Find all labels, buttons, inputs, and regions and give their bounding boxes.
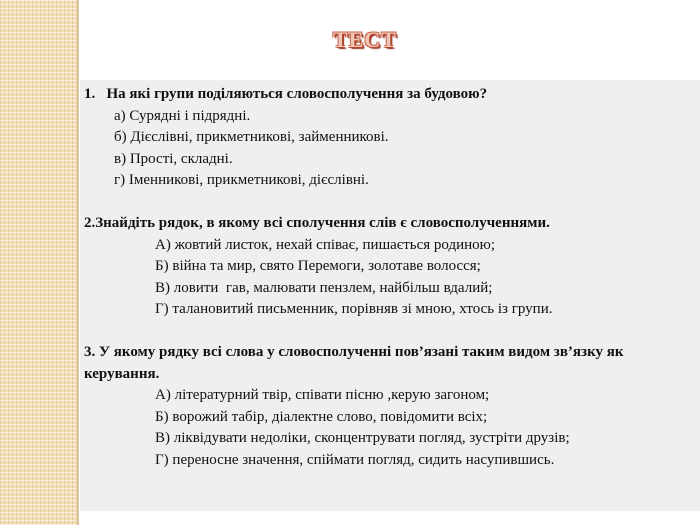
question-3-option-b: Б) ворожий табір, діалектне слово, повідомити всіх; [155,408,488,425]
question-3-heading: 3. У якому рядку всі слова у словосполученні пов’язані таким видом зв’язку як керування. [84,344,624,382]
question-2-option-a: А) жовтий листок, нехай співає, пишається родиною; [155,236,496,253]
question-3-option-d: Г) переносне значення, спіймати погляд, сидить насупившись. [155,451,555,468]
question-3-option-c: В) ліквідувати недоліки, сконцентрувати погляд, зустріти друзів; [155,430,570,446]
question-2-option-b: Б) війна та мир, свято Перемоги, золотаве волосся; [155,258,481,274]
question-2-option-d: Г) талановитий письменник, порівняв зі мною, хтось із групи. [155,301,553,317]
question-2-option-c: В) ловити гав, малювати пензлем, найбільш вдалий; [155,279,493,296]
decorative-side-strip [0,0,77,525]
question-3-option-a: А) літературний твір, співати пісню ,керую загоном; [155,387,490,403]
question-1-option-b: б) Дієслівні, прикметникові, займенникові. [114,129,389,145]
question-1-option-d: г) Іменникові, прикметникові, дієслівні. [114,172,369,188]
spacer [84,321,696,343]
spacer [84,192,696,214]
side-divider [77,0,79,525]
question-1-heading: 1. На які групи поділяються словосполучення за будовою? [84,86,488,102]
question-2-heading: 2.Знайдіть рядок, в якому всі сполучення слів є словосполученнями. [84,215,550,231]
question-1-option-a: а) Сурядні і підрядні. [114,107,251,124]
test-content [84,84,696,471]
question-1-option-c: в) Прості, складні. [114,150,233,167]
page-title: ТЕСТ [333,27,397,52]
